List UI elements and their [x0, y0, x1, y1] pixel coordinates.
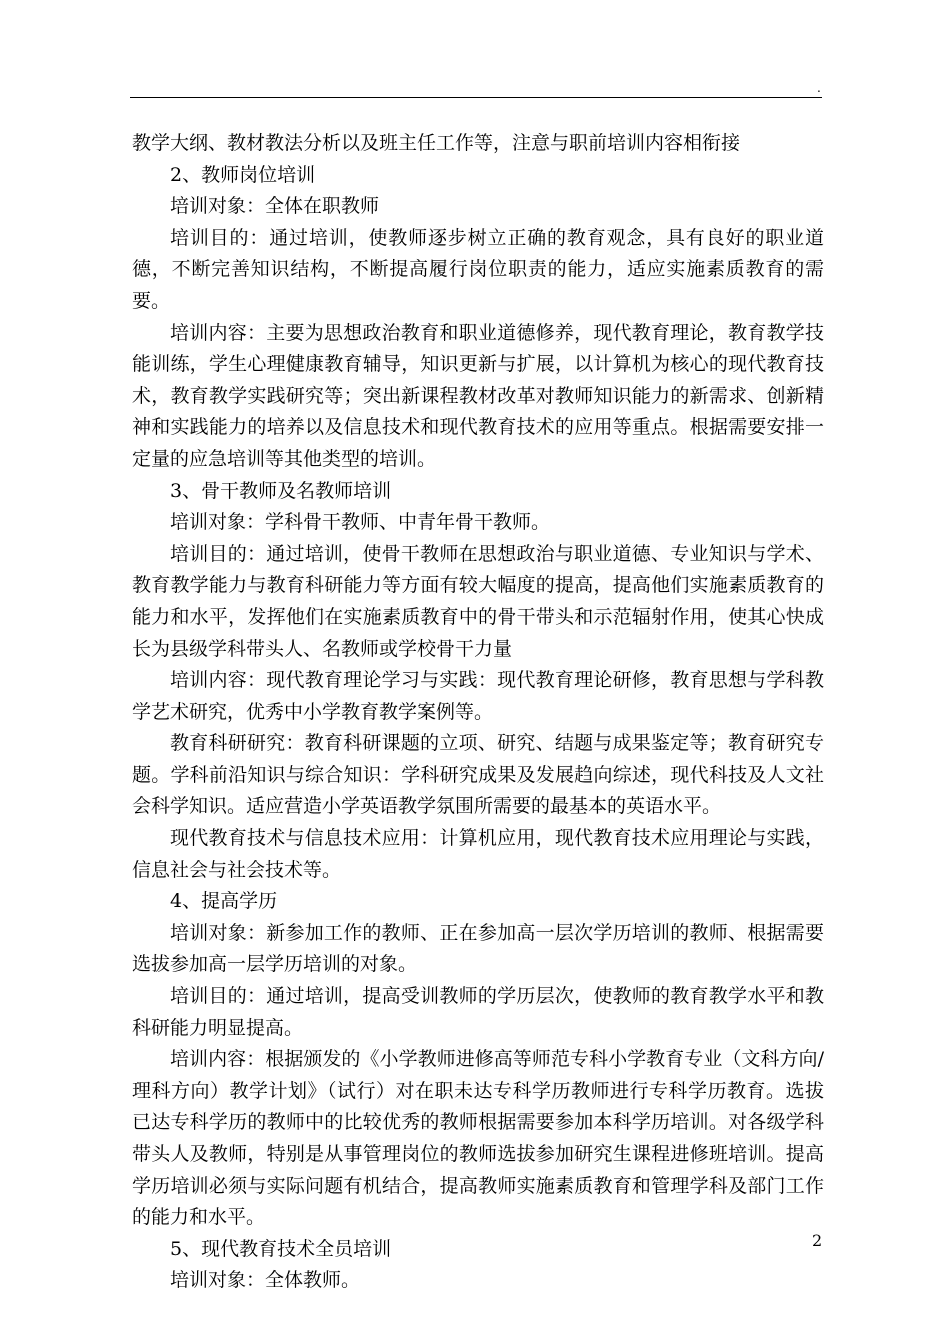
page-number: 2 [812, 1231, 823, 1250]
paragraph: 培训内容：现代教育理论学习与实践：现代教育理论研修，教育思想与学科教学艺术研究，优秀中小学教育教学案例等。 [132, 669, 824, 723]
section-heading-edtech-training: 5、现代教育技术全员培训 [170, 1237, 392, 1260]
paragraph: 培训目的：通过培训，使骨干教师在思想政治与职业道德、专业知识与学术、教育教学能力与教育科研能力等方面有较大幅度的提高，提高他们实施素质教育的能力和水平，发挥他们在实施素质教育中的骨干带头和示范辐射作用，使其心快成长为县级学科带头人、名教师或学校骨干力量 [132, 542, 824, 660]
section-heading-degree-upgrade: 4、提高学历 [170, 890, 278, 913]
paragraph: 培训内容：根据颁发的《小学教师进修高等师范专科小学教育专业（文科方向/理科方向）教学计划》（试行）对在职未达专科学历教师进行专科学历教育。选拔已达专科学历的教师中的比较优秀的教师根据需要参加本科学历培训。对各级学科带头人及教师，特别是从事管理岗位的教师选拔参加研究生课程进修班培训。提高学历培训必须与实际问题有机结合，提高教师实施素质教育和管理学科及部门工作的能力和水平。 [132, 1048, 824, 1229]
document-body [132, 128, 824, 1297]
paragraph: 培训对象：学科骨干教师、中青年骨干教师。 [170, 511, 551, 534]
paragraph: 培训对象：全体教师。 [170, 1269, 361, 1292]
header-rule [130, 97, 822, 98]
paragraph: 培训对象：新参加工作的教师、正在参加高一层次学历培训的教师、根据需要选拔参加高一层学历培训的对象。 [132, 921, 824, 976]
paragraph: 培训目的：通过培训，提高受训教师的学历层次，使教师的教育教学水平和教科研能力明显提高。 [132, 985, 824, 1039]
paragraph: 教育科研研究：教育科研课题的立项、研究、结题与成果鉴定等；教育研究专题。学科前沿知识与综合知识：学科研究成果及发展趋向综述，现代科技及人文社会科学知识。适应营造小学英语教学氛围所需要的最基本的英语水平。 [132, 732, 824, 818]
paragraph-continuation: 教学大纲、教材教法分析以及班主任工作等，注意与职前培训内容相衔接 [132, 132, 741, 154]
section-heading-post-training: 2、教师岗位培训 [170, 163, 316, 186]
paragraph: 现代教育技术与信息技术应用：计算机应用，现代教育技术应用理论与实践，信息社会与社会技术等。 [132, 827, 824, 881]
paragraph: 培训目的：通过培训，使教师逐步树立正确的教育观念，具有良好的职业道德，不断完善知识结构，不断提高履行岗位职责的能力，适应实施素质教育的需要。 [132, 226, 824, 312]
section-heading-key-teacher-training: 3、骨干教师及名教师培训 [170, 479, 392, 502]
header-mark: . [817, 81, 821, 95]
paragraph: 培训内容：主要为思想政治教育和职业道德修养，现代教育理论，教育教学技能训练，学生心理健康教育辅导，知识更新与扩展，以计算机为核心的现代教育技术，教育教学实践研究等；突出新课程教材改革对教师知识能力的新需求、创新精神和实践能力的培养以及信息技术和现代教育技术的应用等重点。根据需要安排一定量的应急培训等其他类型的培训。 [132, 321, 824, 470]
paragraph: 培训对象：全体在职教师 [170, 195, 380, 218]
